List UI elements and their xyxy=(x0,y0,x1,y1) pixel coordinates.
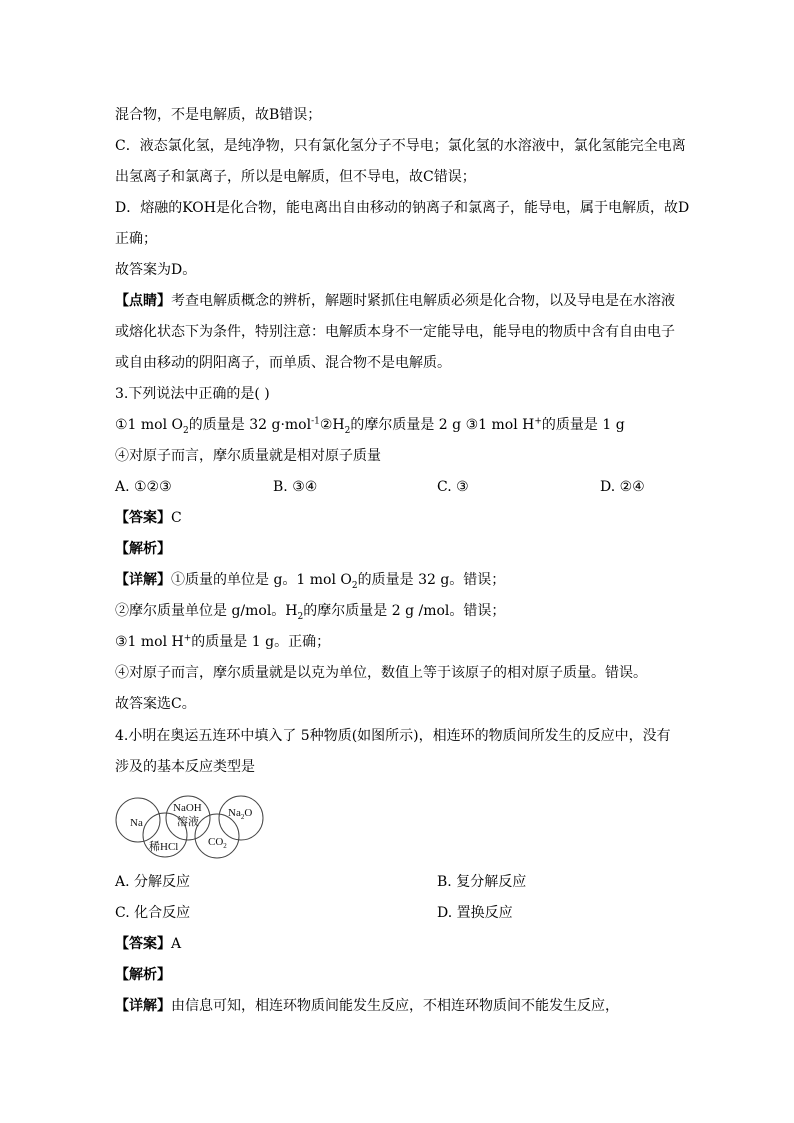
detail-text: 由信息可知，相连环物质间能发生反应，不相连环物质间不能发生反应， xyxy=(171,998,619,1014)
detail-line-4: ④对原子而言，摩尔质量就是以克为单位，数值上等于该原子的相对原子质量。错误。 xyxy=(115,665,647,681)
option-d: D. 置换反应 xyxy=(437,905,513,921)
answer-label: 【答案】 xyxy=(115,510,171,526)
option-b: B. 复分解反应 xyxy=(437,874,527,890)
text-line: 故答案为D。 xyxy=(115,262,197,278)
answer xyxy=(115,935,181,953)
olympic-rings-diagram xyxy=(115,790,275,860)
detail-text: ③1 mol H xyxy=(115,634,184,650)
ring-label-naoh: NaOH xyxy=(173,802,202,814)
answer xyxy=(115,509,182,527)
text-line: D．熔融的KOH是化合物，能电离出自由移动的钠离子和氯离子，能导电，属于电解质，故D xyxy=(115,200,690,216)
detail-label: 【详解】 xyxy=(115,998,171,1014)
ring-label-hcl: 稀HCl xyxy=(149,841,179,853)
statement-text: 的摩尔质量是 2 g xyxy=(350,417,466,433)
detail-line xyxy=(115,997,619,1015)
text-line: 或自由移动的阴阳离子，而单质、混合物不是电解质。 xyxy=(115,355,451,371)
ring-label-solution: 溶液 xyxy=(177,816,199,828)
question-4-stem: 4.小明在奥运五连环中填入了 5种物质(如图所示)，相连环的物质间所发生的反应中，没有 xyxy=(115,728,671,744)
detail-text: 的质量是 32 g。错误； xyxy=(357,572,506,588)
detail-line-3 xyxy=(115,633,330,651)
note-label: 【点睛】 xyxy=(115,293,171,309)
answer-label: 【答案】 xyxy=(115,936,171,952)
note-text: 考查电解质概念的辨析，解题时紧抓住电解质必须是化合物，以及导电是在水溶液 xyxy=(171,293,675,309)
text-line: C．液态氯化氢，是纯净物，只有氯化氢分子不导电；氯化氢的水溶液中，氯化氢能完全电离 xyxy=(115,138,686,154)
ring-label-na2o: $Na_2O$ xyxy=(228,807,253,821)
statement-text: ①1 mol O xyxy=(115,417,184,433)
subscript: 2 xyxy=(183,425,189,436)
question-3-stem: 3.下列说法中正确的是( ) xyxy=(115,386,270,402)
note-paragraph xyxy=(115,292,675,310)
detail-text: 的质量是 1 g。正确； xyxy=(191,634,331,650)
statement-text: 的质量是 32 g·mol xyxy=(188,417,312,433)
detail-label: 【详解】 xyxy=(115,572,171,588)
statement-text: ②H xyxy=(319,417,345,433)
text-line: 或熔化状态下为条件，特别注意：电解质本身不一定能导电，能导电的物质中含有自由电子 xyxy=(115,324,675,340)
option-c: C. 化合反应 xyxy=(115,905,191,921)
statement-text: 的质量是 1 g xyxy=(541,417,625,433)
option-b: B. ③④ xyxy=(273,479,318,495)
text-line: 正确； xyxy=(115,231,157,247)
text-line: 出氢离子和氯离子，所以是电解质，但不导电，故C错误； xyxy=(115,169,476,185)
text-line: 混合物，不是电解质，故B错误； xyxy=(115,107,322,123)
detail-text: ①质量的单位是 g。1 mol O xyxy=(171,572,352,588)
detail-text: 的摩尔质量是 2 g /mol。错误； xyxy=(303,603,506,619)
subscript: 2 xyxy=(344,425,351,436)
subscript: 2 xyxy=(297,611,304,622)
answer-value: C xyxy=(171,510,182,526)
option-a: A. 分解反应 xyxy=(115,874,191,890)
analysis-label: 【解析】 xyxy=(115,967,171,983)
superscript: + xyxy=(183,633,192,644)
statement-text: ③1 mol H xyxy=(465,417,535,433)
analysis-label: 【解析】 xyxy=(115,541,171,557)
ring-label-na: Na xyxy=(130,817,143,829)
superscript: -1 xyxy=(311,416,320,427)
answer-value: A xyxy=(171,936,182,952)
detail-text: ②摩尔质量单位是 g/mol。H xyxy=(115,603,298,619)
question-3-statements xyxy=(115,416,625,434)
question-4-stem-2: 涉及的基本反应类型是 xyxy=(115,759,255,775)
q3-conclusion: 故答案选C。 xyxy=(115,696,196,712)
detail-line-2 xyxy=(115,602,505,620)
detail-line-1 xyxy=(115,571,505,589)
option-d: D. ②④ xyxy=(600,479,645,495)
ring-label-co2: $CO_2$ xyxy=(208,836,227,850)
option-a: A. ①②③ xyxy=(115,479,172,495)
question-3-statement-4: ④对原子而言，摩尔质量就是相对原子质量 xyxy=(115,448,381,464)
option-c: C. ③ xyxy=(437,479,469,495)
subscript: 2 xyxy=(351,580,358,591)
superscript: + xyxy=(534,416,542,427)
